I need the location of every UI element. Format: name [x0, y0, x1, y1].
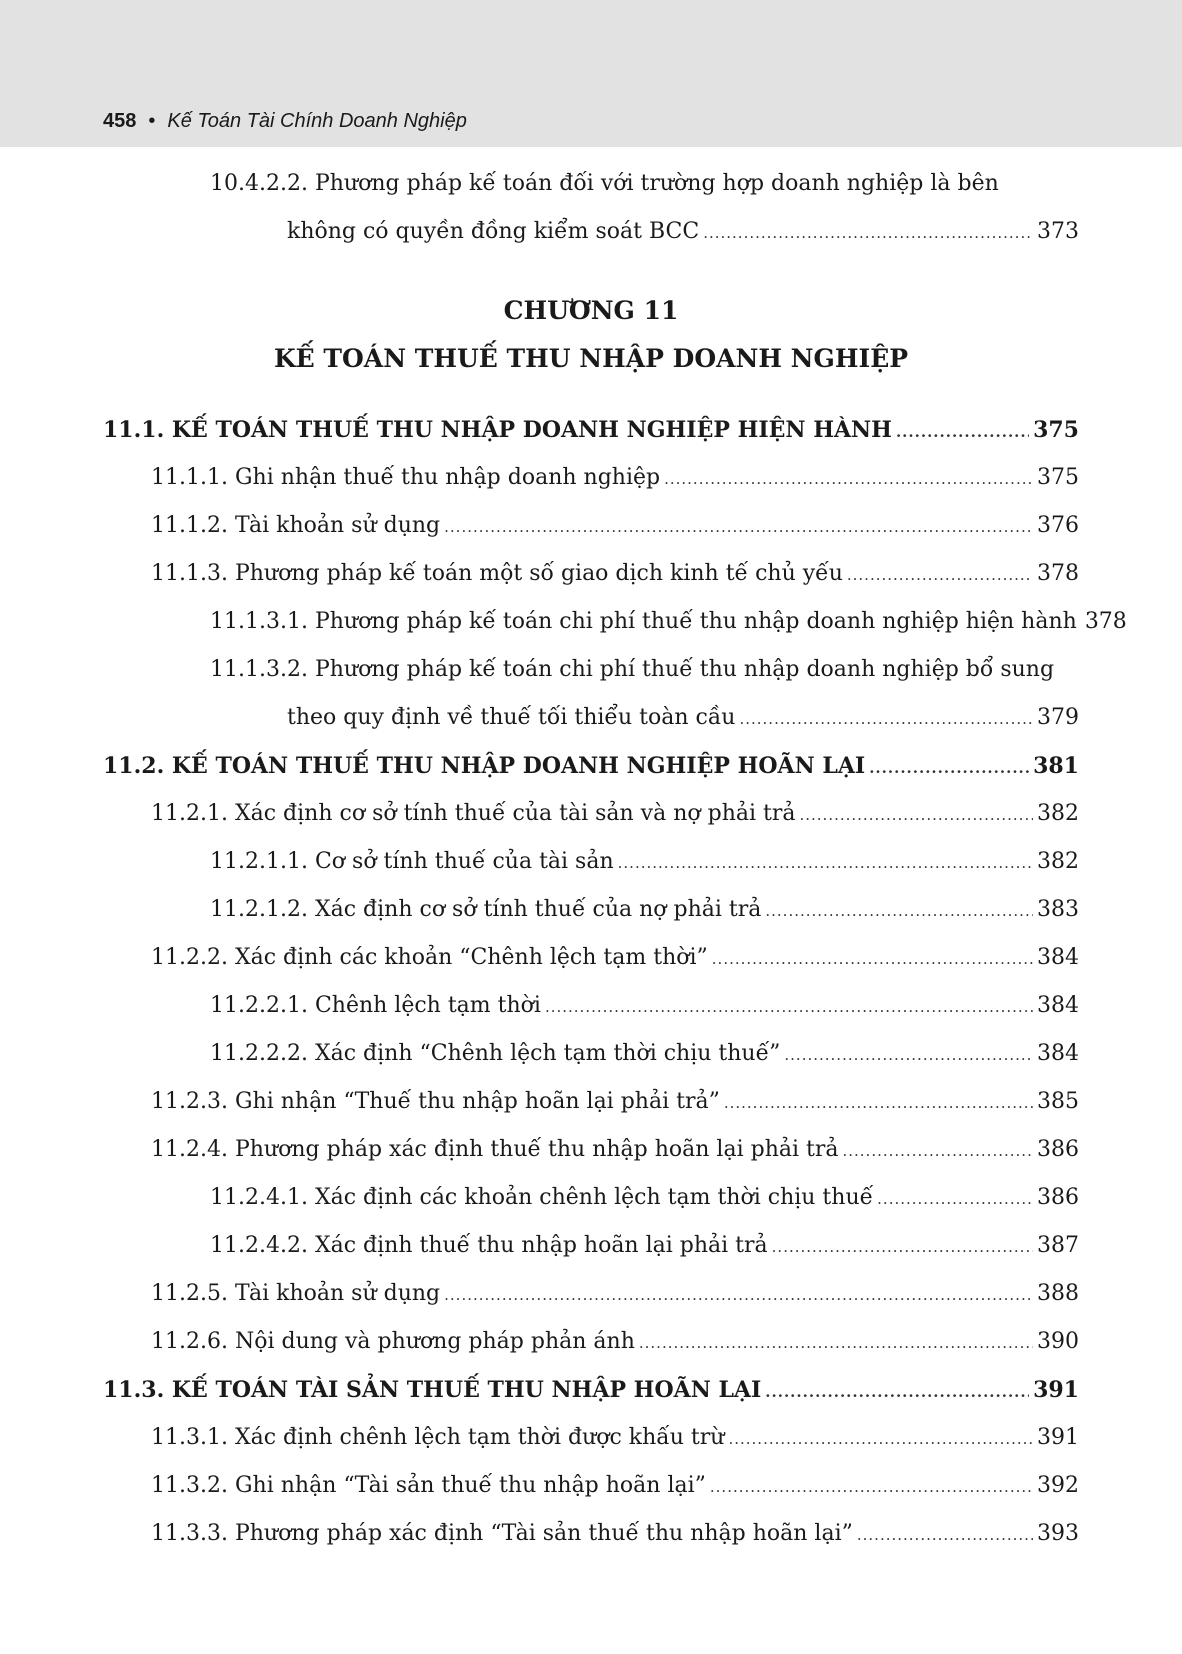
dot-leader: [728, 1430, 1033, 1448]
dot-leader: [639, 1334, 1033, 1352]
toc-page-number: 384: [1037, 945, 1079, 970]
dot-leader: [712, 950, 1033, 968]
toc-entry-text: 11.2.2. Xác định các khoản “Chênh lệch tạm thời”: [151, 945, 708, 970]
toc-page-number: 392: [1037, 1473, 1079, 1498]
running-header: [103, 110, 467, 133]
toc-entry-text: 10.4.2.2. Phương pháp kế toán đối với trường hợp doanh nghiệp là bên: [210, 171, 999, 196]
dot-leader: [545, 998, 1033, 1016]
dot-leader: [444, 518, 1033, 536]
toc-entry-text: 11.1.1. Ghi nhận thuế thu nhập doanh nghiệp: [151, 465, 661, 490]
toc-entry[interactable]: [210, 1041, 1079, 1071]
toc-entry[interactable]: [103, 753, 1079, 783]
toc-entry-text: 11.2. KẾ TOÁN THUẾ THU NHẬP DOANH NGHIỆP HOÃN LẠI: [103, 753, 866, 779]
dot-leader: [618, 854, 1033, 872]
toc-entry-text: 11.3.2. Ghi nhận “Tài sản thuế thu nhập hoãn lại”: [151, 1473, 706, 1498]
toc-entry[interactable]: [210, 897, 1079, 927]
dot-leader: [772, 1238, 1033, 1256]
toc-entry-text: 11.2.2.1. Chênh lệch tạm thời: [210, 993, 541, 1018]
dot-leader: [877, 1190, 1033, 1208]
toc-entry[interactable]: [151, 1281, 1079, 1311]
toc-entry-text: 11.3.3. Phương pháp xác định “Tài sản thuế thu nhập hoãn lại”: [151, 1521, 853, 1546]
toc-entry[interactable]: [210, 1185, 1079, 1215]
toc-page-number: 391: [1037, 1425, 1079, 1450]
toc-entry-text: 11.2.1. Xác định cơ sở tính thuế của tài sản và nợ phải trả: [151, 801, 796, 826]
toc-page-number: 393: [1037, 1521, 1079, 1546]
dot-leader: [710, 1478, 1033, 1496]
dot-leader: [869, 759, 1029, 777]
toc-entry[interactable]: [151, 465, 1079, 495]
dot-leader: [739, 710, 1033, 728]
toc-entry-text: 11.2.1.1. Cơ sở tính thuế của tài sản: [210, 849, 614, 874]
toc-entry-text: 11.1.3. Phương pháp kế toán một số giao dịch kinh tế chủ yếu: [151, 561, 843, 586]
dot-leader: [664, 470, 1033, 488]
dot-leader: [784, 1046, 1033, 1064]
toc-entry[interactable]: [210, 993, 1079, 1023]
chapter-number: CHƯƠNG 11: [503, 296, 679, 325]
header-separator: •: [148, 110, 156, 132]
dot-leader: [765, 1383, 1029, 1401]
toc-page-number: 378: [1084, 609, 1127, 634]
chapter-title: KẾ TOÁN THUẾ THU NHẬP DOANH NGHIỆP: [273, 344, 909, 373]
dot-leader: [896, 423, 1029, 441]
toc-page-number: 383: [1037, 897, 1079, 922]
toc-entry-wrap-line1: [210, 657, 1079, 682]
toc-entry[interactable]: [287, 705, 1079, 735]
toc-entry-text: 11.1.2. Tài khoản sử dụng: [151, 513, 441, 538]
toc-entry-text: theo quy định về thuế tối thiểu toàn cầu: [287, 705, 736, 730]
toc-entry[interactable]: [151, 1329, 1079, 1359]
toc-entry-text: 11.1.3.2. Phương pháp kế toán chi phí thuế thu nhập doanh nghiệp bổ sung: [210, 657, 1055, 682]
toc-entry[interactable]: [151, 1089, 1079, 1119]
toc-page-number: 382: [1037, 801, 1079, 826]
toc-entry-text: không có quyền đồng kiểm soát BCC: [287, 219, 700, 244]
toc-entry-text: 11.3. KẾ TOÁN TÀI SẢN THUẾ THU NHẬP HOÃN LẠI: [103, 1377, 762, 1403]
toc-page-number: 373: [1037, 219, 1079, 244]
dot-leader: [842, 1142, 1033, 1160]
toc-page-number: 384: [1037, 993, 1079, 1018]
toc-page-number: 384: [1037, 1041, 1079, 1066]
dot-leader: [847, 566, 1033, 584]
toc-page-number: 385: [1037, 1089, 1079, 1114]
toc-entry[interactable]: [103, 1377, 1079, 1407]
dot-leader: [857, 1526, 1033, 1544]
toc-entry-text: 11.1. KẾ TOÁN THUẾ THU NHẬP DOANH NGHIỆP HIỆN HÀNH: [103, 417, 892, 443]
toc-entry-text: 11.2.3. Ghi nhận “Thuế thu nhập hoãn lại phải trả”: [151, 1089, 720, 1114]
toc-page-number: 390: [1037, 1329, 1079, 1354]
toc-page-number: 379: [1037, 705, 1079, 730]
toc-entry-text: 11.2.4.2. Xác định thuế thu nhập hoãn lại phải trả: [210, 1233, 768, 1258]
toc-entry[interactable]: [210, 1233, 1079, 1263]
toc-page-number: 387: [1037, 1233, 1079, 1258]
toc-entry[interactable]: [210, 609, 1127, 639]
toc-entry-text: 11.2.5. Tài khoản sử dụng: [151, 1281, 441, 1306]
toc-entry-text: 11.2.4. Phương pháp xác định thuế thu nhập hoãn lại phải trả: [151, 1137, 839, 1162]
toc-page-number: 382: [1037, 849, 1079, 874]
toc-entry-text: 11.2.2.2. Xác định “Chênh lệch tạm thời chịu thuế”: [210, 1041, 781, 1066]
toc-entry-text: 11.2.1.2. Xác định cơ sở tính thuế của nợ phải trả: [210, 897, 762, 922]
toc-entry[interactable]: [151, 1137, 1079, 1167]
toc-entry-text: 11.2.4.1. Xác định các khoản chênh lệch tạm thời chịu thuế: [210, 1185, 874, 1210]
toc-entry[interactable]: [287, 219, 1079, 249]
toc-page-number: 388: [1037, 1281, 1079, 1306]
toc-entry[interactable]: [151, 945, 1079, 975]
toc-page-number: 386: [1037, 1137, 1079, 1162]
dot-leader: [724, 1094, 1033, 1112]
toc-page-number: 391: [1033, 1377, 1079, 1403]
dot-leader: [703, 224, 1033, 242]
toc-entry[interactable]: [151, 1425, 1079, 1455]
toc-page-number: 386: [1037, 1185, 1079, 1210]
toc-entry[interactable]: [151, 801, 1079, 831]
toc-entry-text: 11.2.6. Nội dung và phương pháp phản ánh: [151, 1329, 635, 1354]
toc-entry[interactable]: [103, 417, 1079, 447]
dot-leader: [444, 1286, 1033, 1304]
toc-page-number: 375: [1033, 417, 1079, 443]
toc-entry[interactable]: [151, 561, 1079, 591]
toc-entry-text: 11.1.3.1. Phương pháp kế toán chi phí thuế thu nhập doanh nghiệp hiện hành: [210, 609, 1077, 634]
dot-leader: [765, 902, 1033, 920]
book-title: Kế Toán Tài Chính Doanh Nghiệp: [167, 110, 467, 132]
toc-page-number: 376: [1037, 513, 1079, 538]
toc-entry[interactable]: [151, 1473, 1079, 1503]
toc-entry-wrap-line1: [210, 171, 1079, 196]
toc-page-number: 375: [1037, 465, 1079, 490]
dot-leader: [799, 806, 1033, 824]
page-number: 458: [103, 110, 137, 132]
toc-page-number: 378: [1037, 561, 1079, 586]
toc-entry[interactable]: [151, 513, 1079, 543]
toc-entry[interactable]: [151, 1521, 1079, 1551]
toc-page-number: 381: [1033, 753, 1079, 779]
toc-entry-text: 11.3.1. Xác định chênh lệch tạm thời được khấu trừ: [151, 1425, 725, 1450]
toc-entry[interactable]: [210, 849, 1079, 879]
